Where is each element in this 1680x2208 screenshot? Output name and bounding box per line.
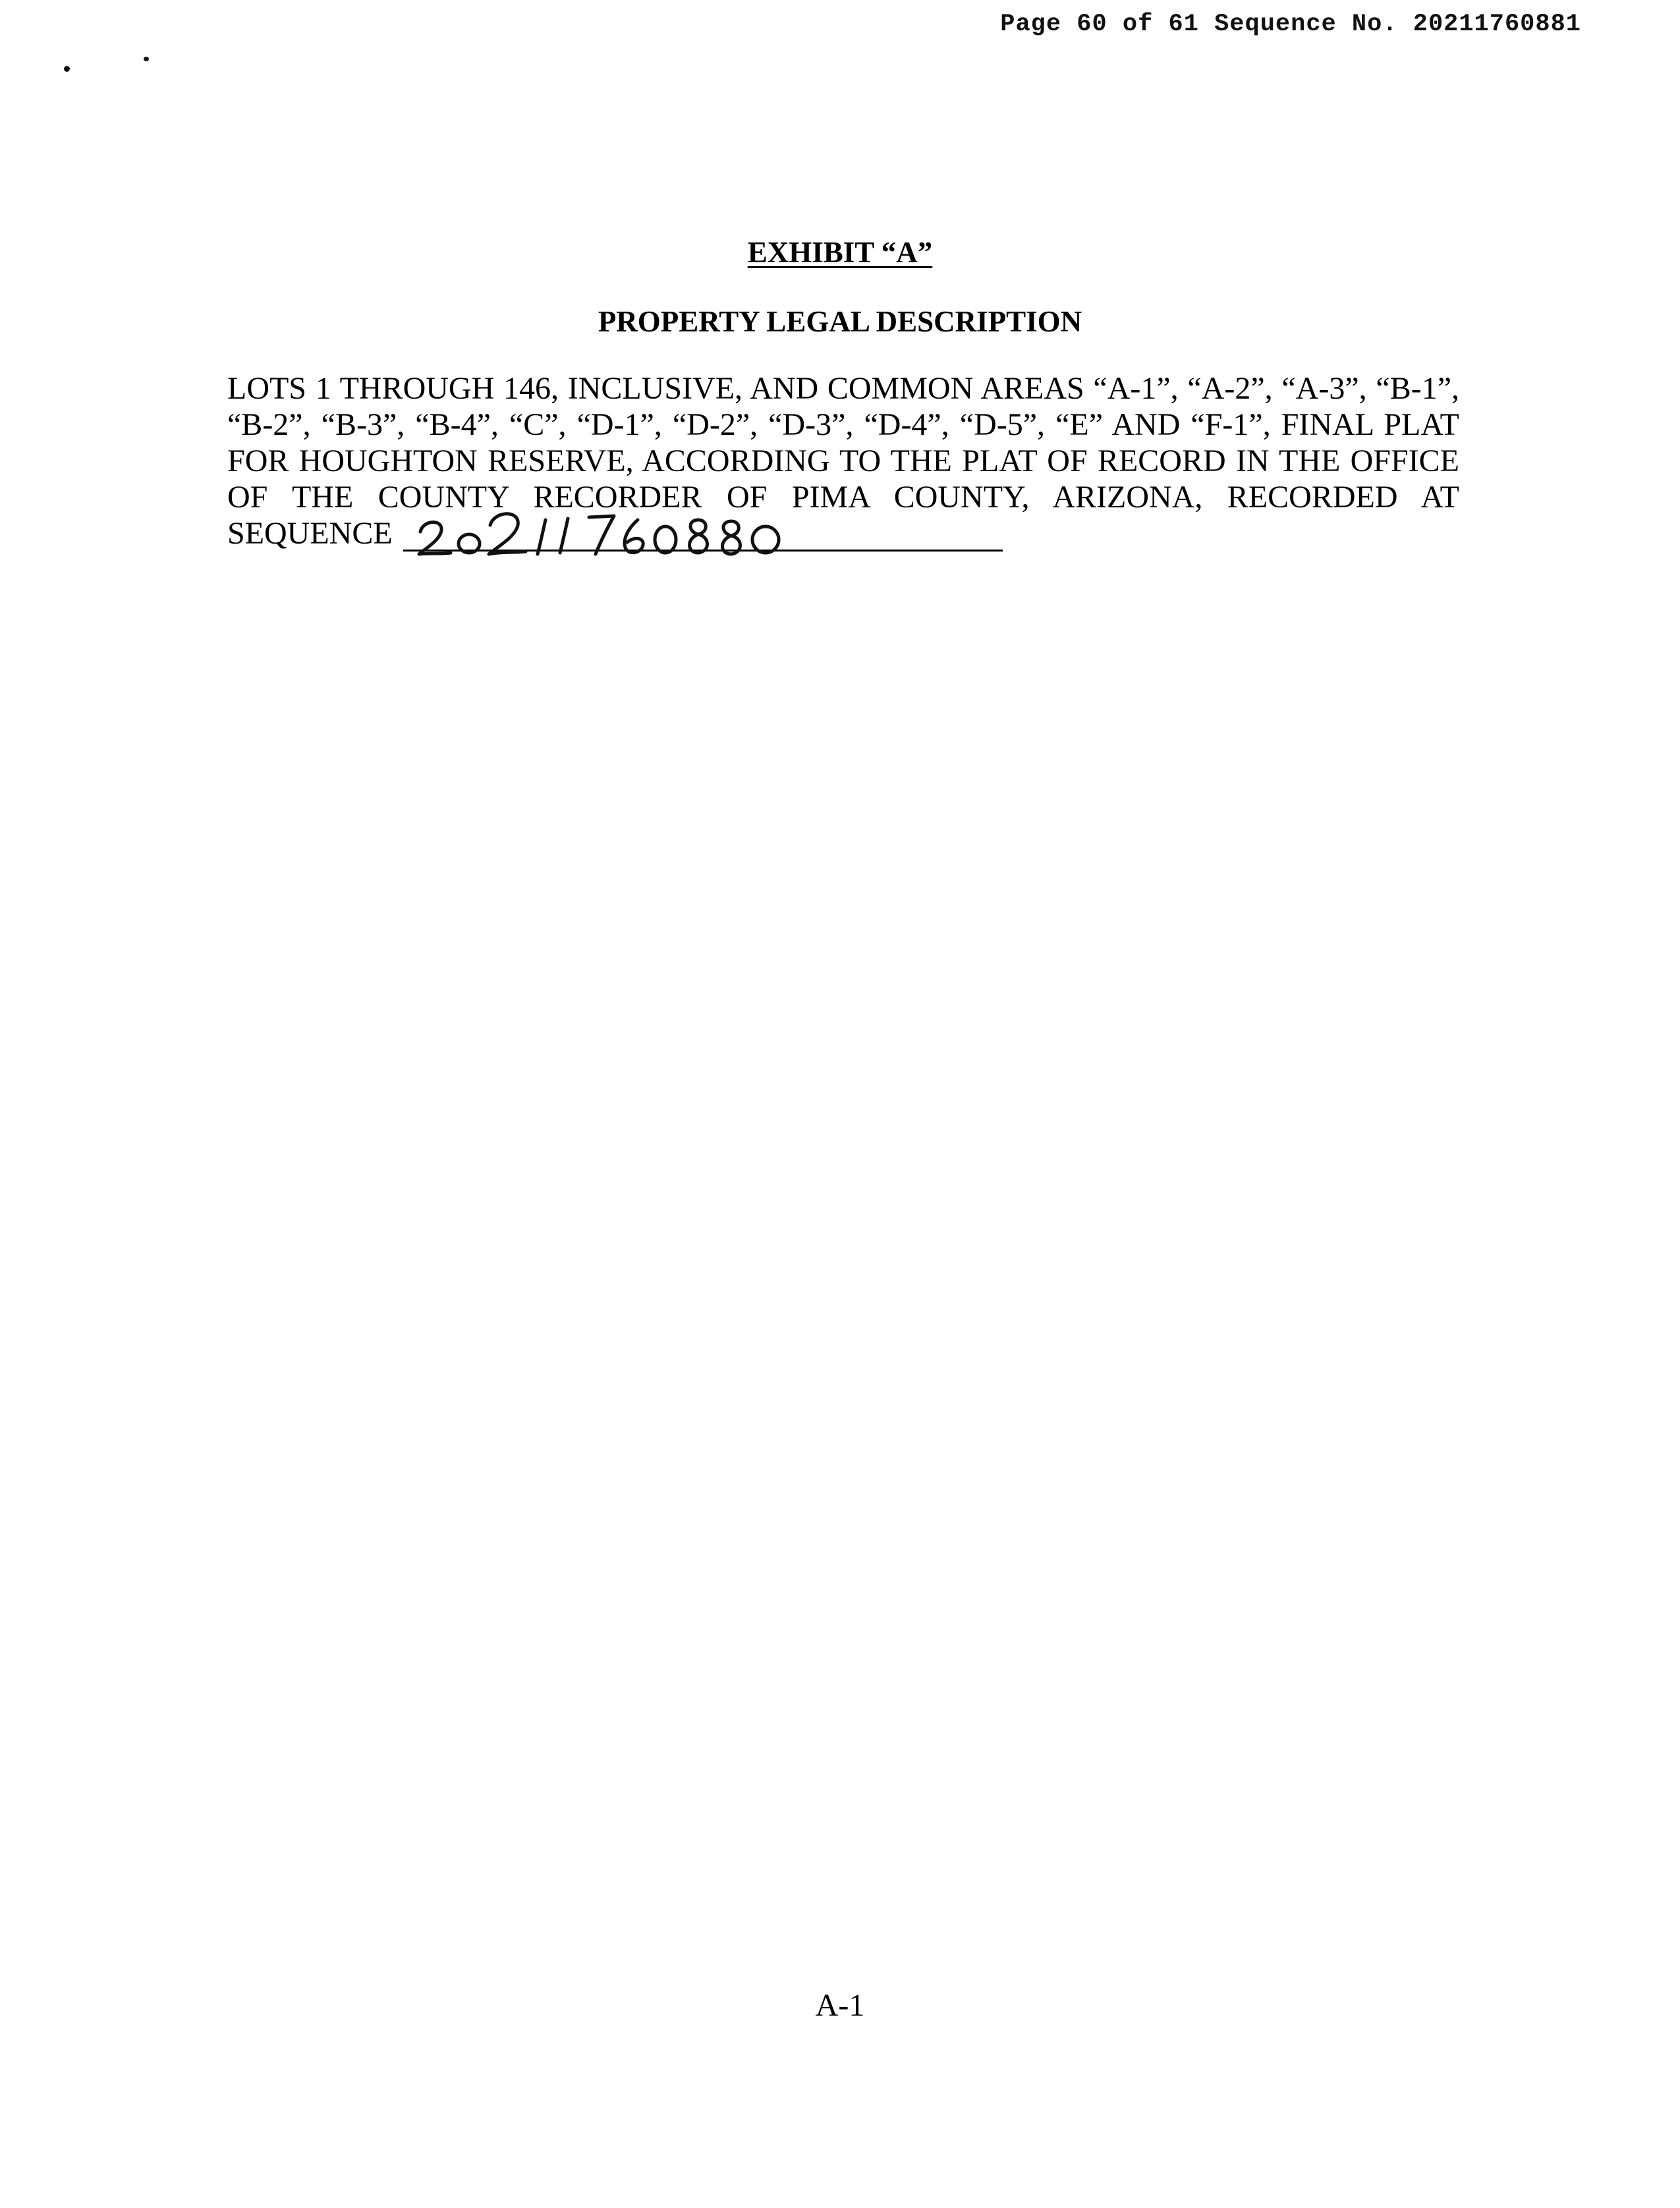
handwritten-sequence-number	[416, 505, 785, 559]
scan-speck	[144, 57, 149, 61]
description-line: LOTS 1 THROUGH 146, INCLUSIVE, AND COMMON AREAS “A-1”, “A-2”, “A-3”, “B-1”,	[227, 371, 1459, 406]
description-line: “B-2”, “B-3”, “B-4”, “C”, “D-1”, “D-2”, “D-3”, “D-4”, “D-5”, “E” AND “F-1”, FINAL PLAT	[227, 407, 1459, 442]
sequence-blank	[403, 515, 1003, 552]
sequence-line	[227, 515, 1459, 552]
description-line: FOR HOUGHTON RESERVE, ACCORDING TO THE PLAT OF RECORD IN THE OFFICE	[227, 443, 1459, 478]
description-line: OF THE COUNTY RECORDER OF PIMA COUNTY, ARIZONA, RECORDED AT	[227, 480, 1459, 515]
sequence-label: SEQUENCE	[227, 516, 393, 551]
section-heading: PROPERTY LEGAL DESCRIPTION	[598, 305, 1082, 338]
legal-description	[227, 370, 1459, 552]
exhibit-title-text: EXHIBIT “A”	[747, 236, 933, 269]
exhibit-title	[0, 235, 1680, 269]
page-sequence-header: Page 60 of 61 Sequence No. 20211760881	[1000, 11, 1581, 38]
scan-speck	[64, 66, 70, 72]
page-number: A-1	[815, 1988, 865, 2023]
